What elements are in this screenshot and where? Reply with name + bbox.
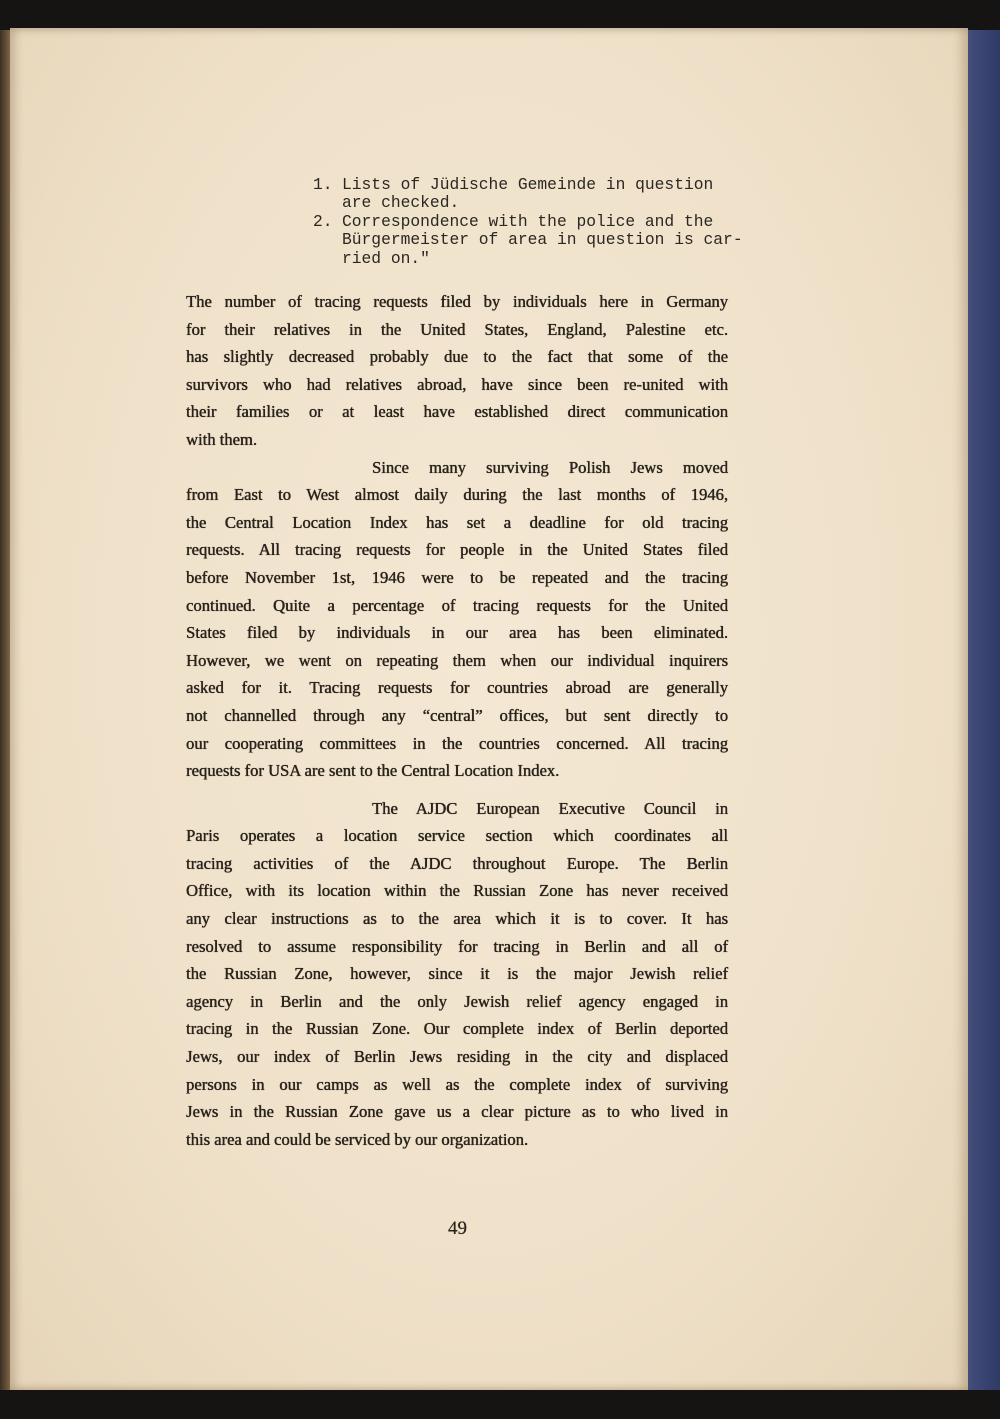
text-line: continued. Quite a percentage of tracing requests for the United [186, 595, 728, 615]
list-item [313, 176, 743, 194]
text-line: agency in Berlin and the only Jewish relief agency engaged in [186, 991, 728, 1011]
text-line: with them. [186, 429, 257, 449]
text-line: However, we went on repeating them when our individual inquirers [186, 650, 728, 670]
text-line: any clear instructions as to the area which it is to cover. It has [186, 909, 728, 929]
paragraph-1 [186, 288, 728, 454]
text-line: our cooperating committees in the countries concerned. All tracing [186, 733, 728, 753]
text-line: Paris operates a location service section which coordinates all [186, 826, 728, 846]
list-item [313, 213, 743, 231]
paragraph-2 [186, 454, 728, 785]
list-text: Lists of Jüdische Gemeinde in question [342, 175, 714, 194]
list-text: are checked. [342, 193, 460, 213]
text-line: not channelled through any “central” offices, but sent directly to [186, 705, 728, 725]
text-line: their families or at least have established direct communication [186, 402, 728, 422]
list-item-cont [313, 250, 743, 268]
body-text [186, 288, 728, 1153]
text-line: resolved to assume responsibility for tracing in Berlin and all of [186, 936, 728, 956]
text-line: tracing activities of the AJDC throughout Europe. The Berlin [186, 853, 728, 873]
list-number: 1. [313, 175, 333, 194]
paragraph-3 [186, 795, 728, 1154]
page-number: 49 [448, 1218, 467, 1239]
text-line: The number of tracing requests filed by individuals here in Germany [186, 292, 728, 311]
text-line: requests. All tracing requests for people in the United States filed [186, 540, 728, 560]
list-text: Correspondence with the police and the [342, 211, 714, 231]
text-line: tracing in the Russian Zone. Our complete index of Berlin deported [186, 1019, 728, 1039]
list-item-cont [313, 194, 743, 212]
text-line: for their relatives in the United States, England, Palestine etc. [186, 319, 728, 339]
text-line: survivors who had relatives abroad, have since been re-united with [186, 374, 728, 394]
text-line: Jews, our index of Berlin Jews residing in the city and displaced [186, 1047, 728, 1067]
text-line: Since many surviving Polish Jews moved [372, 457, 728, 477]
text-line: before November 1st, 1946 were to be repeated and the tracing [186, 567, 728, 587]
text-line: Jews in the Russian Zone gave us a clear picture as to who lived in [186, 1102, 728, 1122]
text-line: Office, with its location within the Russian Zone has never received [186, 881, 728, 901]
text-line: The AJDC European Executive Council in [372, 798, 728, 818]
text-line: persons in our camps as well as the complete index of surviving [186, 1074, 728, 1094]
list-text: ried on." [342, 248, 430, 268]
list-number: 2. [313, 211, 333, 231]
list-text: Bürgermeister of area in question is car- [342, 230, 743, 250]
list-item-cont [313, 231, 743, 249]
text-line: the Russian Zone, however, since it is the major Jewish relief [186, 964, 728, 984]
text-line: requests for USA are sent to the Central Location Index. [186, 761, 560, 781]
text-line: the Central Location Index has set a deadline for old tracing [186, 512, 728, 532]
text-line: States filed by individuals in our area has been eliminated. [186, 623, 728, 643]
text-line: asked for it. Tracing requests for countries abroad are generally [186, 678, 728, 698]
text-line: this area and could be serviced by our organization. [186, 1129, 529, 1149]
text-line: has slightly decreased probably due to the fact that some of the [186, 347, 728, 367]
typed-quote-list [313, 176, 743, 268]
text-line: from East to West almost daily during the last months of 1946, [186, 485, 728, 505]
